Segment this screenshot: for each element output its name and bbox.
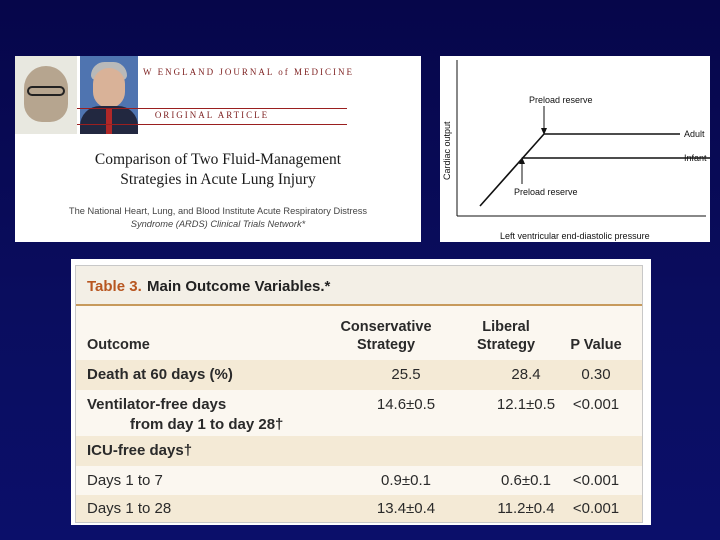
journal-masthead: W ENGLAND JOURNAL of MEDICINE [143,67,354,77]
face-shape [93,68,125,108]
cell-p-value: <0.001 [572,472,620,489]
author-photo-2 [80,56,138,134]
cell-outcome-continued: from day 1 to day 28† [130,416,284,433]
cell-liberal: 28.4 [511,366,541,383]
cell-p-value: <0.001 [572,396,620,413]
article-panel [15,56,421,242]
table-row [76,466,642,495]
header-liberal-line-2: Strategy [476,337,536,353]
authors-line-1: The National Heart, Lung, and Blood Institute Acute Respiratory Distress [68,206,368,216]
cell-outcome: Days 1 to 28 [87,500,172,517]
preload-label-top: Preload reserve [529,95,593,105]
cell-liberal: 0.6±0.1 [501,472,551,489]
table-row [76,436,642,466]
divider [77,108,347,109]
outcome-table [75,265,643,523]
cell-outcome: Death at 60 days (%) [87,366,233,383]
author-photo-1 [15,56,77,134]
cell-conservative: 0.9±0.1 [381,472,431,489]
infant-label: Infant [684,153,707,163]
x-axis-label: Left ventricular end-diastolic pressure [500,231,650,241]
section-label: ORIGINAL ARTICLE [154,110,270,120]
table-row [76,495,642,522]
header-conservative [326,318,446,354]
cardiac-output-graph [440,56,710,242]
cell-outcome: ICU-free days† [87,442,193,459]
article-authors [15,205,421,231]
header-liberal [456,318,556,354]
table-heading [76,266,642,306]
authors-line-2: Syndrome (ARDS) Clinical Trials Network* [130,219,306,229]
header-conservative-line-2: Strategy [356,337,416,353]
y-axis-label: Cardiac output [442,121,452,180]
cell-outcome: Ventilator-free days [87,396,227,413]
cell-liberal: 12.1±0.5 [496,396,556,413]
adult-label: Adult [684,129,705,139]
preload-label-bottom: Preload reserve [514,187,578,197]
cell-p-value: <0.001 [572,500,620,517]
cell-conservative: 14.6±0.5 [376,396,436,413]
glasses-shape [27,86,65,96]
article-title-line-2: Strategies in Acute Lung Injury [120,171,316,188]
article-title [15,150,421,190]
table-row [76,390,642,436]
graph-panel [440,56,710,242]
cell-conservative: 25.5 [391,366,421,383]
table-panel [71,259,651,525]
header-p-value: P Value [570,337,622,353]
cell-liberal: 11.2±0.4 [497,500,555,517]
table-title: Main Outcome Variables.* [147,278,331,295]
cell-outcome: Days 1 to 7 [87,472,163,489]
adult-curve [480,134,680,206]
table-number: Table 3. [87,278,142,295]
header-liberal-line-1: Liberal [482,319,530,335]
cell-p-value: 0.30 [581,366,611,383]
header-conservative-line-1: Conservative [340,319,432,335]
divider [77,124,347,125]
cell-conservative: 13.4±0.4 [376,500,436,517]
table-row [76,360,642,390]
article-title-line-1: Comparison of Two Fluid-Management [94,151,342,168]
header-outcome: Outcome [87,337,150,353]
